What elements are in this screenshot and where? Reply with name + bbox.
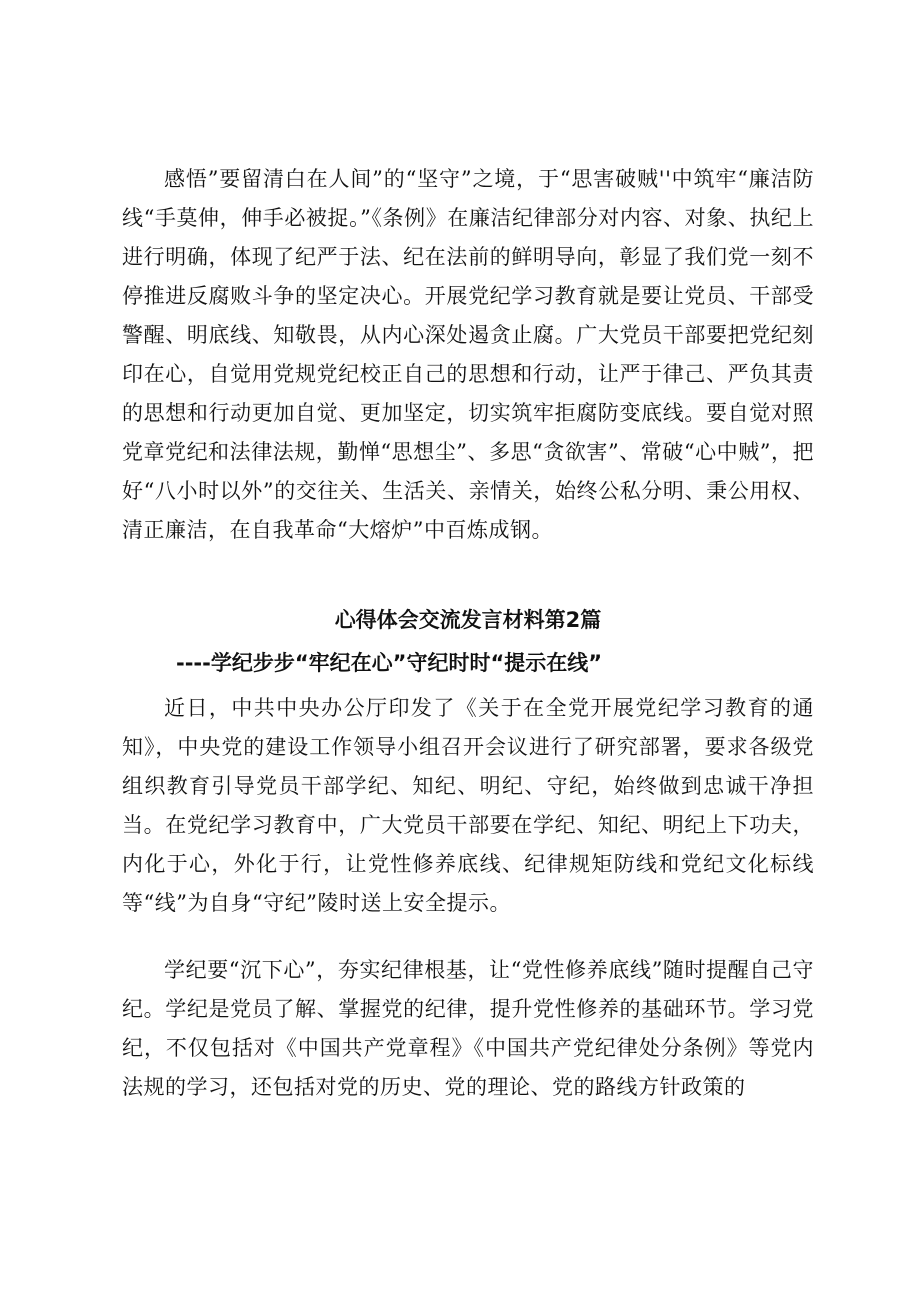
section-title: 心得体会交流发言材料第2篇 xyxy=(334,608,602,632)
body-paragraph-2: 近日，中共中央办公厅印发了《关于在全党开展党纪学习教育的通知》，中央党的建设工作领导小组召开会议进行了研究部署，要求各级党组织教育引导党员干部学纪、知纪、明纪、守纪，始终做到忠诚干净担当。在党纪学习教育中，广大党员干部要在学纪、知纪、明纪上下功夫，内化于心，外化于行，让党性修养底线、纪律规矩防线和党纪文化标线等“线”为自身“守纪”陵时送上安全提示。 xyxy=(122,696,814,915)
body-paragraph-continued: 感悟”要留清白在人间”的“坚守”之境，于“思害破贼''中筑牢“廉洁防线“手莫伸，伸手必被捉。”《条例》在廉洁纪律部分对内容、对象、执纪上进行明确，体现了纪严于法、纪在法前的鲜明导向，彰显了我们党一刻不停推进反腐败斗争的坚定决心。开展党纪学习教育就是要让党员、干部受警醒、明底线、知敬畏，从内心深处遏贪止腐。广大党员干部要把党纪刻印在心，自觉用党规党纪校正自己的思想和行动，让严于律己、严负其责的思想和行动更加自觉、更加坚定，切实筑牢拒腐防变底线。要自觉对照党章党纪和法律法规，勤惮“思想尘”、多思“贪欲害”、常破“心中贼”，把好“八小时以外”的交往关、生活关、亲情关，始终公私分明、秉公用权、清正廉洁，在自我革命“大熔炉”中百炼成钢。 xyxy=(122,167,814,542)
body-paragraph-3: 学纪要“沉下心”，夯实纪律根基，让“党性修养底线”随时提醒自己守纪。学纪是党员了解、掌握党的纪律，提升党性修养的基础环节。学习党纪，不仅包括对《中国共产党章程》《中国共产党纪律处分条例》等党内法规的学习，还包括对党的历史、党的理论、党的路线方针政策的 xyxy=(122,958,814,1099)
section-subtitle: ----学纪步步“牢纪在心”守纪时时“提示在线” xyxy=(176,651,603,675)
